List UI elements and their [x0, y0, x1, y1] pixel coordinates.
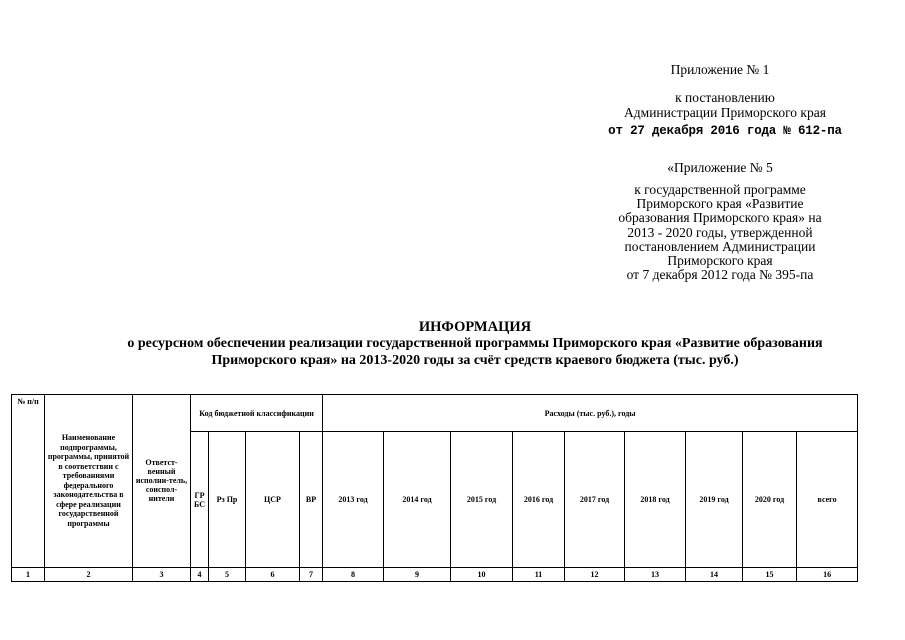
appendix1-line: к постановлению — [675, 90, 775, 105]
index-cell: 10 — [451, 567, 513, 581]
header-cell-vr: ВР — [300, 432, 323, 568]
index-cell: 15 — [743, 567, 797, 581]
index-cell: 11 — [513, 567, 565, 581]
header-cell-executor: Ответст-венный исполни-тель, соиспол-нители — [133, 395, 191, 568]
header-cell-rzpr: Рз Пр — [209, 432, 246, 568]
appendix1-title: Приложение № 1 — [670, 62, 770, 77]
appendix1-date: от 27 декабря 2016 года № 612-па — [608, 124, 842, 138]
document-subtitle-line: о ресурсном обеспечении реализации государственной программы Приморского края «Развитие образования — [127, 336, 823, 351]
header-group-budget: Код бюджетной классификации — [191, 395, 323, 432]
index-cell: 5 — [209, 567, 246, 581]
header-cell-year: 2014 год — [384, 432, 451, 568]
appendix5-line: постановлением Администрации — [624, 238, 816, 254]
index-cell: 3 — [133, 567, 191, 581]
index-cell: 9 — [384, 567, 451, 581]
index-cell: 6 — [246, 567, 300, 581]
header-group-expenses: Расходы (тыс. руб.), годы — [323, 395, 858, 432]
appendix5-line: Приморского края «Развитие — [636, 196, 804, 212]
appendix1-line: Администрации Приморского края — [624, 105, 826, 120]
appendix5-line: к государственной программе — [634, 182, 806, 197]
appendix5-body — [590, 183, 850, 282]
appendix5-title: «Приложение № 5 — [667, 160, 773, 175]
index-cell: 2 — [45, 567, 133, 581]
header-cell-year: 2020 год — [743, 432, 797, 568]
header-cell-total: всего — [797, 432, 858, 568]
header-cell-year: 2016 год — [513, 432, 565, 568]
appendix5-line: Приморского края — [667, 253, 773, 269]
appendix1-body — [580, 90, 870, 120]
index-cell: 8 — [323, 567, 384, 581]
index-cell: 1 — [12, 567, 45, 581]
header-cell-number: № п/п — [12, 395, 45, 568]
header-cell-name: Наименование подпрограммы, программы, принятой в соответствии с требованиями федерального законодательства в сфере реализации государственной программы — [45, 395, 133, 568]
document-title: ИНФОРМАЦИЯ — [418, 319, 532, 335]
index-cell: 4 — [191, 567, 209, 581]
header-cell-year: 2019 год — [686, 432, 743, 568]
index-cell: 12 — [565, 567, 625, 581]
header-cell-year: 2017 год — [565, 432, 625, 568]
header-cell-csr: ЦСР — [246, 432, 300, 568]
header-cell-year: 2013 год — [323, 432, 384, 568]
index-cell: 14 — [686, 567, 743, 581]
header-cell-grbs: ГР БС — [191, 432, 209, 568]
index-cell: 16 — [797, 567, 858, 581]
index-cell: 7 — [300, 567, 323, 581]
resource-table — [11, 394, 858, 582]
index-cell: 13 — [625, 567, 686, 581]
document-subtitle-line: Приморского края» на 2013-2020 годы за счёт средств краевого бюджета (тыс. руб.) — [211, 353, 739, 368]
appendix5-line: 2013 - 2020 годы, утвержденной — [627, 224, 813, 240]
appendix5-line: от 7 декабря 2012 года № 395-па — [626, 267, 814, 283]
appendix5-line: образования Приморского края» на — [618, 210, 822, 226]
header-cell-year: 2015 год — [451, 432, 513, 568]
header-cell-year: 2018 год — [625, 432, 686, 568]
